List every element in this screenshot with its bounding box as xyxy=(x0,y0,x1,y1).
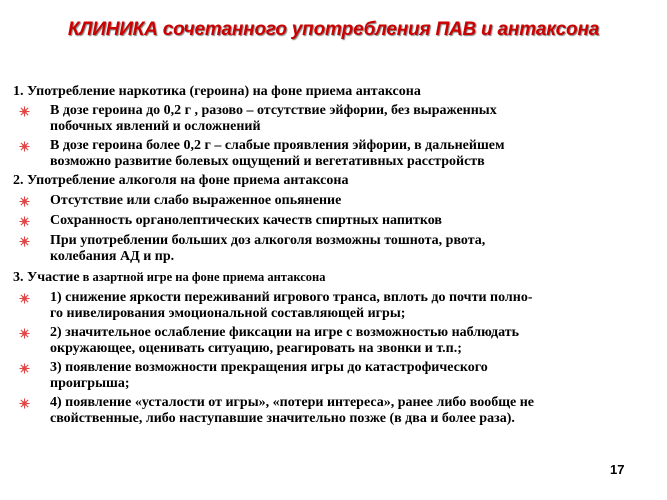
sun-bullet-icon xyxy=(19,196,30,207)
list-item xyxy=(0,290,667,322)
list-item xyxy=(0,193,667,209)
list-item-text: Отсутствие или слабо выраженное опьянение xyxy=(50,193,342,208)
sun-bullet-icon xyxy=(19,328,30,339)
sun-bullet-icon xyxy=(19,236,30,247)
list-item-text: свойственные, либо наступавшие значительно позже (в два и более раза). xyxy=(50,411,515,426)
list-item-text: возможно развитие болевых ощущений и вегетативных расстройств xyxy=(50,154,485,169)
sun-bullet-icon xyxy=(19,363,30,374)
list-item xyxy=(0,360,667,392)
sun-bullet-icon xyxy=(19,106,30,117)
list-item-text: окружающее, оценивать ситуацию, реагировать на звонки и т.п.; xyxy=(50,341,462,356)
list-item-text: Сохранность органолептических качеств спиртных напитков xyxy=(50,213,442,228)
section-heading-main: 3. Участие xyxy=(13,270,80,285)
list-item-text: го нивелирования эмоциональной составляющей игры; xyxy=(50,306,406,321)
list-item-text: В дозе героина до 0,2 г , разово – отсутствие эйфории, без выраженных xyxy=(50,103,497,118)
section-heading-heroin: 1. Употребление наркотика (героина) на фоне приема антаксона xyxy=(13,84,421,99)
list-item-text: 1) снижение яркости переживаний игрового транса, вплоть до почти полно- xyxy=(50,290,533,305)
list-item xyxy=(0,233,667,265)
section-heading-gambling xyxy=(0,268,667,287)
section-heading-rest: в азартной игре на фоне приема антаксона xyxy=(79,270,326,284)
sun-bullet-icon xyxy=(19,293,30,304)
slide-title: КЛИНИКА сочетанного употребления ПАВ и антаксона xyxy=(67,19,600,40)
list-item xyxy=(0,138,667,170)
list-item xyxy=(0,213,667,229)
page-number: 17 xyxy=(610,462,625,477)
list-item-text: побочных явлений и осложнений xyxy=(50,119,261,134)
list-item-text: При употреблении больших доз алкоголя возможны тошнота, рвота, xyxy=(50,233,486,248)
list-item-text: В дозе героина более 0,2 г – слабые проявления эйфории, в дальнейшем xyxy=(50,138,505,153)
list-item-text: колебания АД и пр. xyxy=(50,249,175,264)
sun-bullet-icon xyxy=(19,216,30,227)
list-item xyxy=(0,325,667,357)
list-item-text: 4) появление «усталости от игры», «потери интереса», ранее либо вообще не xyxy=(50,395,535,410)
list-item-text: 2) значительное ослабление фиксации на игре с возможностью наблюдать xyxy=(50,325,520,340)
sun-bullet-icon xyxy=(19,141,30,152)
slide-content xyxy=(0,83,667,427)
list-item xyxy=(0,103,667,135)
list-item-text: проигрыша; xyxy=(50,376,130,391)
list-item xyxy=(0,395,667,427)
sun-bullet-icon xyxy=(19,398,30,409)
list-item-text: 3) появление возможности прекращения игры до катастрофического xyxy=(50,360,488,375)
section-heading-alcohol: 2. Употребление алкоголя на фоне приема антаксона xyxy=(13,173,349,188)
